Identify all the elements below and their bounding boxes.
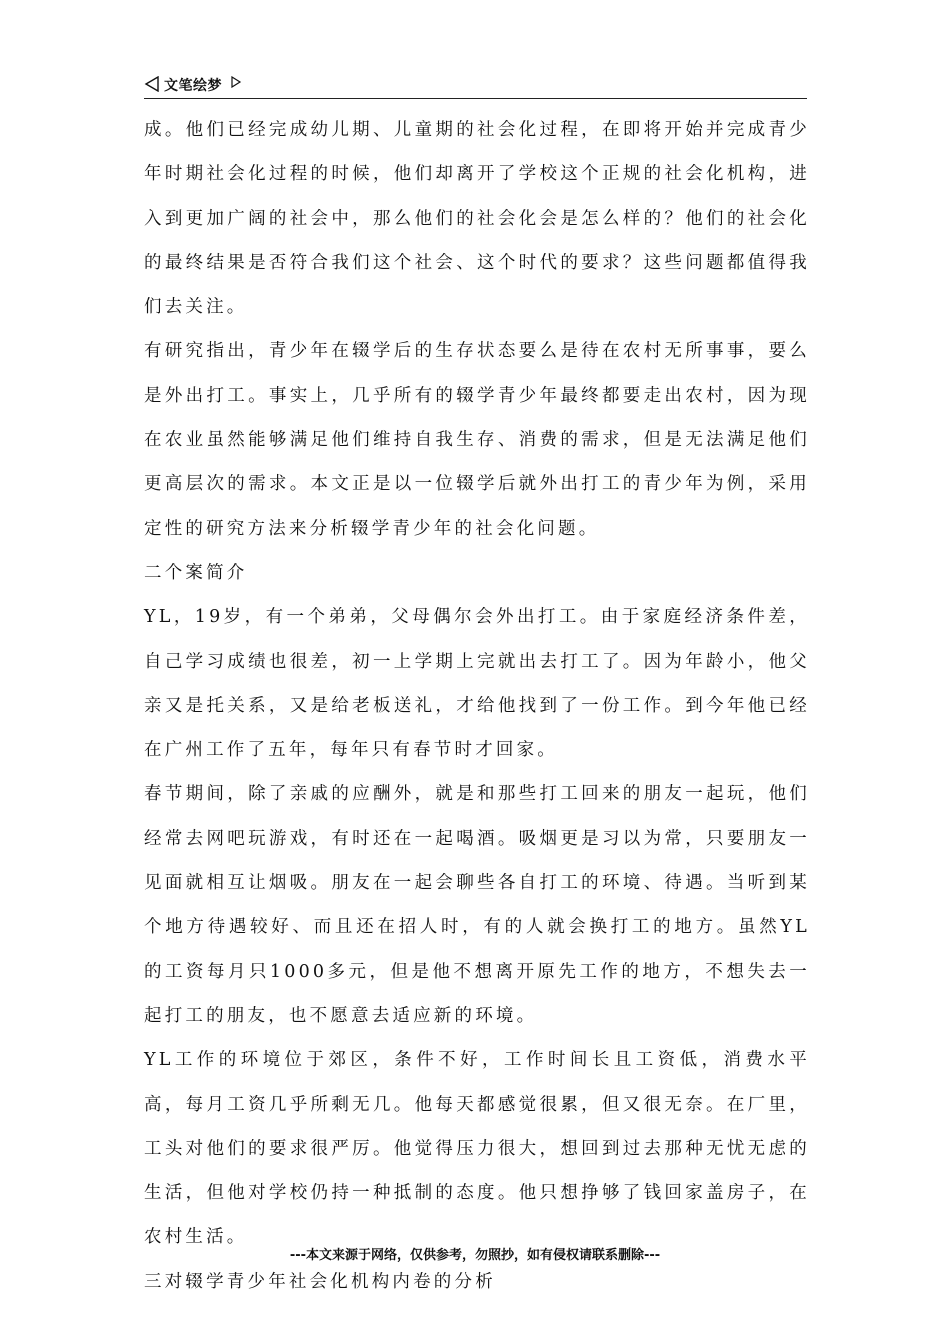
paragraph-work-environment: YL工作的环境位于郊区，条件不好，工作时间长且工资低，消费水平高，每月工资几乎所剩无几。他每天都感觉很累，但又很无奈。在厂里，工头对他们的要求很严厉。他觉得压力很大，想回到过去那种无忧无虑的生活，但他对学校仍持一种抵制的态度。他只想挣够了钱回家盖房子，在农村生活。 — [144, 1050, 810, 1248]
paragraph-spring-festival: 春节期间，除了亲戚的应酬外，就是和那些打工回来的朋友一起玩，他们经常去网吧玩游戏，有时还在一起喝酒。吸烟更是习以为常，只要朋友一见面就相互让烟吸。朋友在一起会聊些各自打工的环境、待遇。当听到某个地方待遇较好、而且还在招人时，有的人就会换打工的地方。虽然YL的工资每月只1000多元，但是他不想离开原先工作的地方，不想失去一起打工的朋友，也不愿意去适应新的环境。 — [144, 784, 810, 1026]
paragraph-case-intro: YL，19岁，有一个弟弟，父母偶尔会外出打工。由于家庭经济条件差，自己学习成绩也很差，初一上学期上完就出去打工了。因为年龄小，他父亲又是托关系，又是给老板送礼，才给他找到了一份工作。到今年他已经在广州工作了五年，每年只有春节时才回家。 — [144, 607, 810, 761]
right-triangle-outline-icon — [230, 76, 242, 88]
header-title: 文笔绘梦 — [164, 78, 222, 94]
section-heading-case: 二个案简介 — [144, 562, 248, 583]
section-heading-analysis: 三对辍学青少年社会化机构内卷的分析 — [144, 1271, 496, 1292]
left-triangle-outline-icon — [144, 76, 160, 92]
page-footer: ---本文来源于网络，仅供参考，勿照抄，如有侵权请联系删除--- — [289, 1248, 661, 1263]
paragraph-research: 有研究指出，青少年在辍学后的生存状态要么是待在农村无所事事，要么是外出打工。事实上，几乎所有的辍学青少年最终都要走出农村，因为现在农业虽然能够满足他们维持自我生存、消费的需求，但是无法满足他们更高层次的需求。本文正是以一位辍学后就外出打工的青少年为例，采用定性的研究方法来分析辍学青少年的社会化问题。 — [144, 341, 810, 539]
document-body — [144, 108, 810, 1304]
page-header — [144, 74, 807, 99]
paragraph-continuation: 成。他们已经完成幼儿期、儿童期的社会化过程，在即将开始并完成青少年时期社会化过程的时候，他们却离开了学校这个正规的社会化机构，进入到更加广阔的社会中，那么他们的社会化会是怎么样的？他们的社会化的最终结果是否符合我们这个社会、这个时代的要求？这些问题都值得我们去关注。 — [144, 120, 810, 318]
